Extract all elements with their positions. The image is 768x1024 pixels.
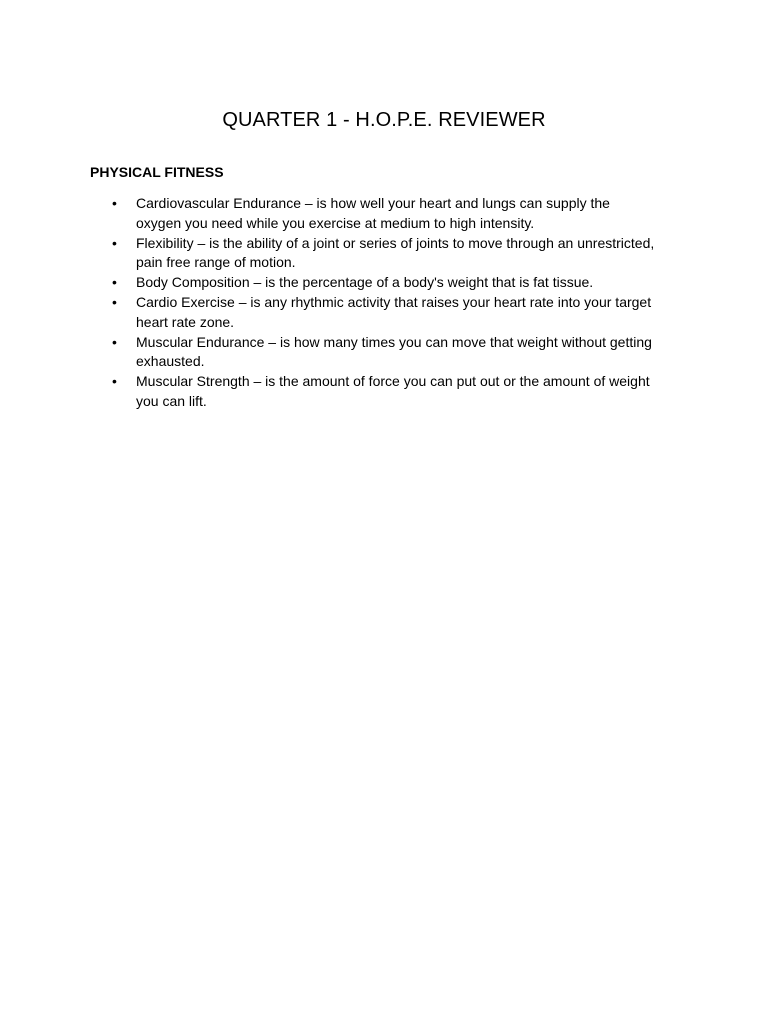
list-item-text: Cardio Exercise – is any rhythmic activity that raises your heart rate into your target heart rate zone.	[136, 294, 652, 330]
list-item	[0, 234, 656, 273]
bullet-icon: •	[112, 373, 117, 389]
list-item-text: Cardiovascular Endurance – is how well your heart and lungs can supply the oxygen you need while you exercise at medium to high intensity.	[136, 195, 610, 231]
list-item	[0, 333, 656, 372]
bullet-icon: •	[112, 294, 117, 310]
list-item	[0, 293, 656, 332]
list-item	[0, 372, 656, 411]
list-item-text: Muscular Strength – is the amount of force you can put out or the amount of weight you can lift.	[136, 373, 650, 409]
bullet-list	[0, 194, 768, 412]
document-title: QUARTER 1 - H.O.P.E. REVIEWER	[222, 109, 546, 131]
list-item	[0, 273, 656, 293]
list-item-text: Body Composition – is the percentage of a body's weight that is fat tissue.	[136, 274, 594, 290]
section-heading: PHYSICAL FITNESS	[90, 164, 224, 180]
list-item-text: Flexibility – is the ability of a joint or series of joints to move through an unrestricted, pain free range of motion.	[136, 234, 655, 270]
list-item	[0, 194, 656, 233]
list-item-text: Muscular Endurance – is how many times you can move that weight without getting exhausted.	[136, 333, 652, 369]
bullet-icon: •	[112, 333, 117, 350]
bullet-icon: •	[112, 195, 117, 211]
bullet-icon: •	[112, 234, 117, 251]
bullet-icon: •	[112, 274, 117, 290]
